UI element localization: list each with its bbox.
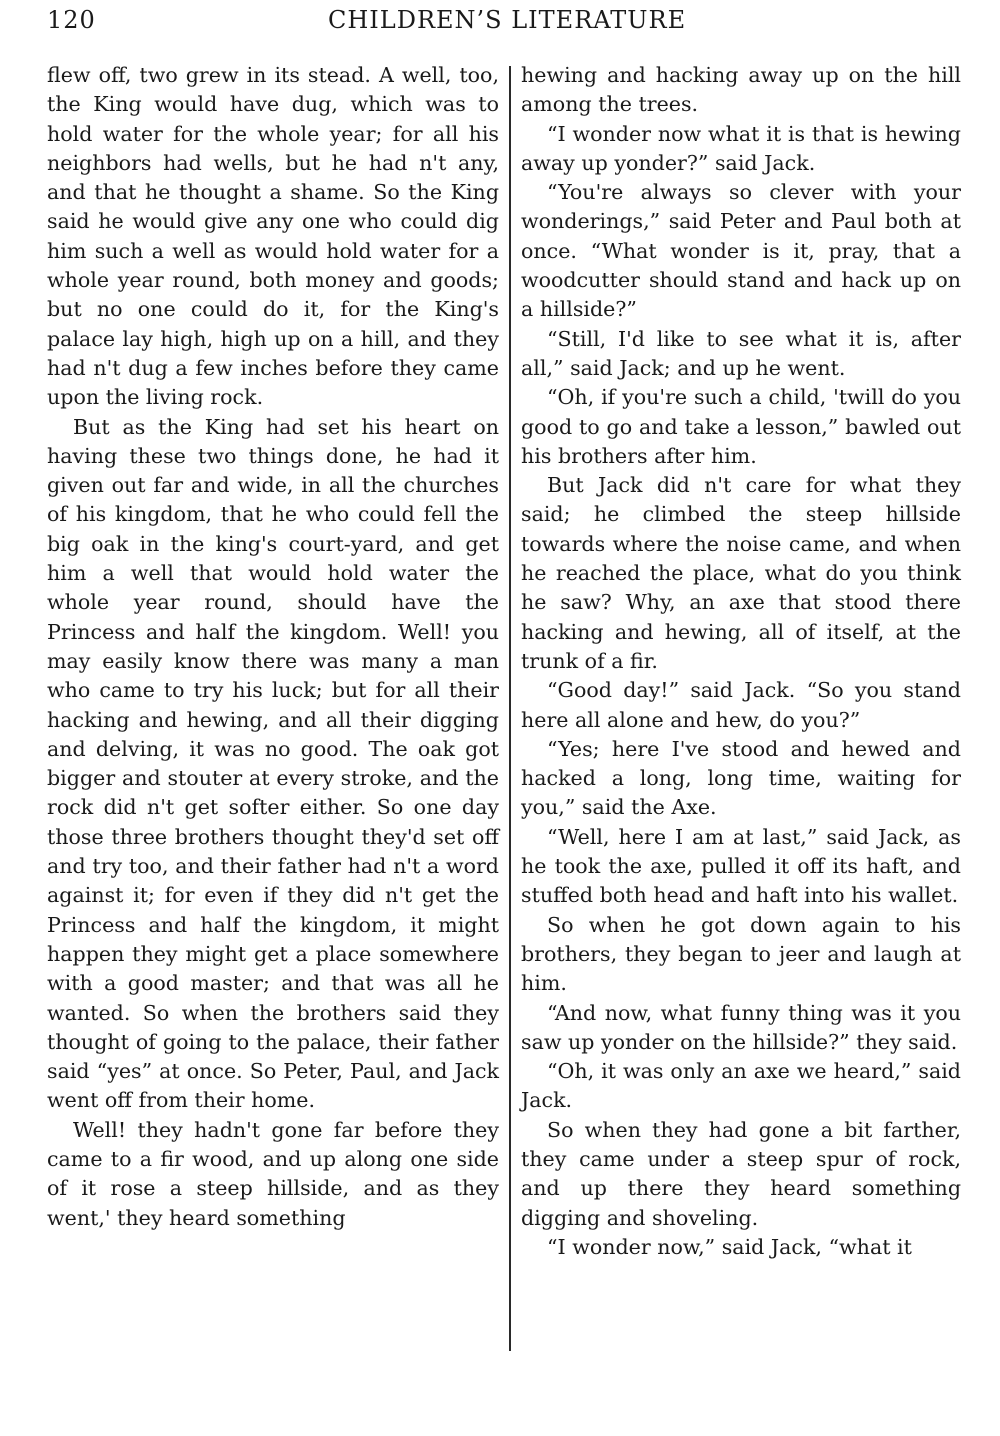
paragraph: “Well, here I am at last,” said Jack, as he took the axe, pulled it off its haft, and stuffed both head and haft into his wallet. [521,824,961,908]
paragraph: “I wonder now,” said Jack, “what it [547,1234,912,1259]
paragraph: “I wonder now what it is that is hewing away up yonder?” said Jack. [521,121,961,175]
column-divider [509,66,511,1351]
paragraph: So when he got down again to his brothers, they began to jeer and laugh at him. [521,912,961,996]
paragraph: Well! they hadn't gone far before they came to a fir wood, and up along one side of it rose a steep hillside, and as they went,' they heard something [47,1117,499,1230]
left-column [47,61,499,1233]
paragraph: “Yes; here I've stood and hewed and hacked a long, long time, waiting for you,” said the Axe. [521,736,961,820]
page-header [0,2,1000,42]
paragraph: “You're always so clever with your wonderings,” said Peter and Paul both at once. “What wonder is it, pray, that a woodcutter should stand and hack up on a hillside?” [521,180,961,322]
paragraph: But Jack did n't care for what they said; he climbed the steep hillside towards where the noise came, and when he reached the place, what do you think he saw? Why, an axe that stood there hacking and hewing, all of itself, at the trunk of a fir. [521,473,961,673]
paragraph: So when they had gone a bit farther, they came under a steep spur of rock, and up there they heard something digging and shoveling. [521,1117,961,1230]
page-number: 120 [47,6,96,34]
paragraph: “Oh, it was only an axe we heard,” said Jack. [521,1059,961,1113]
paragraph: hewing and hacking away up on the hill among the trees. [521,63,961,117]
paragraph: But as the King had set his heart on having these two things done, he had it given out far and wide, in all the churches of his kingdom, that he who could fell the big oak in the king's court-yard, and get him a well that would hold water the whole year round, should have the Princess and half the kingdom. Well! you may easily know there was many a man who came to try his luck; but for all their hacking and hewing, and all their digging and delving, it was no good. The oak got bigger and stouter at every stroke, and the rock did n't get softer either. So one day those three brothers thought they'd set off and try too, and their father had n't a word against it; for even if they did n't get the Princess and half the kingdom, it might happen they might get a place somewhere with a good master; and that was all he wanted. So when the brothers said they thought of going to the palace, their father said “yes” at once. So Peter, Paul, and Jack went off from their home. [47,414,499,1113]
paragraph: flew off, two grew in its stead. A well, too, the King would have dug, which was to hold water for the whole year; for all his neighbors had wells, but he had n't any, and that he thought a shame. So the King said he would give any one who could dig him such a well as would hold water for a whole year round, both money and goods; but no one could do it, for the King's palace lay high, high up on a hill, and they had n't dug a few inches before they came upon the living rock. [47,63,499,410]
paragraph: “Good day!” said Jack. “So you stand here all alone and hew, do you?” [521,678,961,732]
right-column [521,61,961,1262]
paragraph: “And now, what funny thing was it you saw up yonder on the hillside?” they said. [521,1000,961,1054]
paragraph: “Oh, if you're such a child, 'twill do you good to go and take a lesson,” bawled out his brothers after him. [521,385,961,468]
paragraph: “Still, I'd like to see what it is, after all,” said Jack; and up he went. [521,326,961,380]
running-title: CHILDREN’S LITERATURE [328,6,687,34]
